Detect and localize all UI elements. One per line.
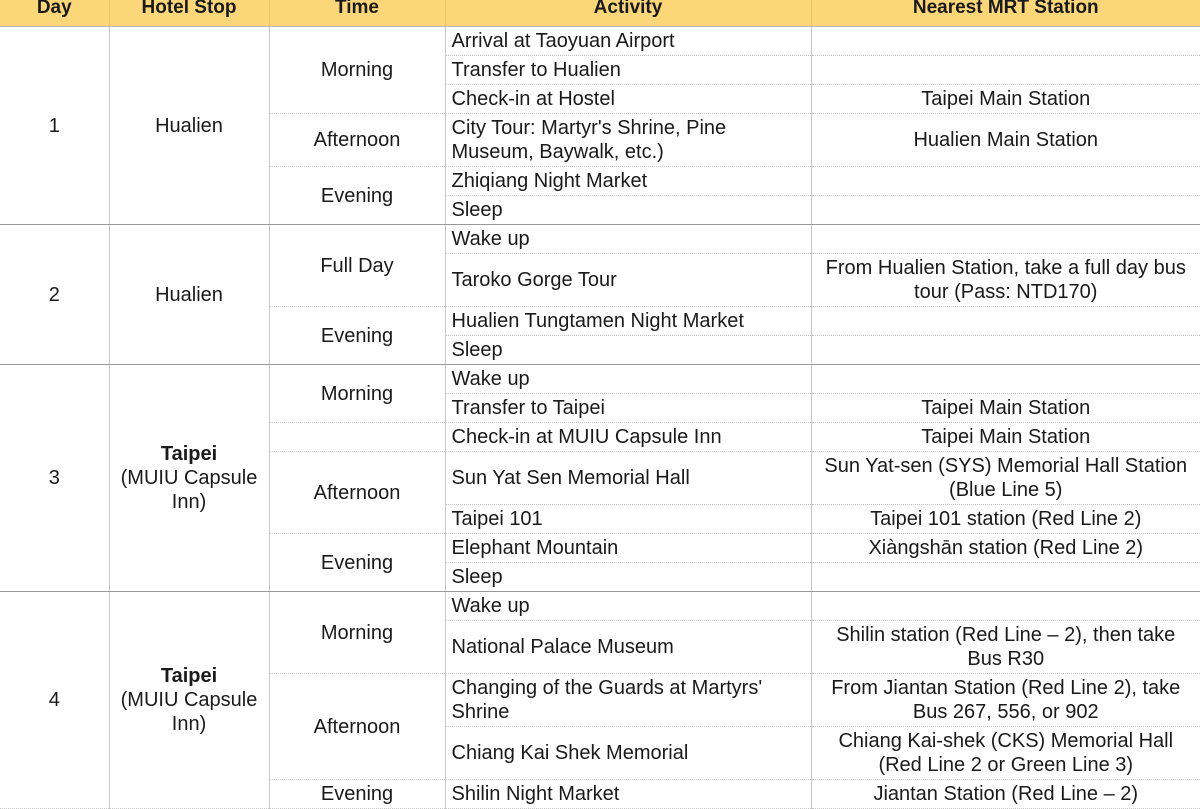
day-number: 3 bbox=[0, 365, 109, 592]
hotel-stop bbox=[109, 27, 269, 225]
activity-cell: Sleep bbox=[445, 563, 811, 592]
activity-cell: City Tour: Martyr's Shrine, Pine Museum, Baywalk, etc.) bbox=[445, 114, 811, 167]
time-slot: Evening bbox=[269, 780, 445, 809]
mrt-cell bbox=[811, 365, 1200, 394]
hotel-detail: (MUIU Capsule Inn) bbox=[120, 467, 258, 513]
activity-cell: Sleep bbox=[445, 196, 811, 225]
day-number: 4 bbox=[0, 592, 109, 809]
hotel-stop bbox=[109, 592, 269, 809]
day-number: 2 bbox=[0, 225, 109, 365]
time-slot: Morning bbox=[269, 27, 445, 114]
activity-cell: Shilin Night Market bbox=[445, 780, 811, 809]
header-hotel-stop: Hotel Stop bbox=[109, 0, 269, 27]
time-slot: Morning bbox=[269, 592, 445, 674]
activity-cell: Wake up bbox=[445, 592, 811, 621]
header-day: Day bbox=[0, 0, 109, 27]
mrt-cell: Jiantan Station (Red Line – 2) bbox=[811, 780, 1200, 809]
mrt-cell bbox=[811, 167, 1200, 196]
mrt-cell: Hualien Main Station bbox=[811, 114, 1200, 167]
activity-cell: Wake up bbox=[445, 225, 811, 254]
activity-cell: Taroko Gorge Tour bbox=[445, 254, 811, 307]
mrt-cell bbox=[811, 196, 1200, 225]
mrt-cell: Taipei Main Station bbox=[811, 85, 1200, 114]
header-activity: Activity bbox=[445, 0, 811, 27]
activity-cell: Wake up bbox=[445, 365, 811, 394]
header-time: Time bbox=[269, 0, 445, 27]
time-slot: Full Day bbox=[269, 225, 445, 307]
activity-cell: Arrival at Taoyuan Airport bbox=[445, 27, 811, 56]
activity-cell: Check-in at MUIU Capsule Inn bbox=[445, 423, 811, 452]
mrt-cell: Sun Yat-sen (SYS) Memorial Hall Station (Blue Line 5) bbox=[811, 452, 1200, 505]
activity-cell: Elephant Mountain bbox=[445, 534, 811, 563]
hotel-name: Taipei bbox=[160, 443, 218, 465]
activity-cell: Sun Yat Sen Memorial Hall bbox=[445, 452, 811, 505]
activity-cell: Transfer to Hualien bbox=[445, 56, 811, 85]
mrt-cell bbox=[811, 336, 1200, 365]
mrt-cell: From Jiantan Station (Red Line 2), take Bus 267, 556, or 902 bbox=[811, 674, 1200, 727]
day-number: 1 bbox=[0, 27, 109, 225]
mrt-cell bbox=[811, 592, 1200, 621]
hotel-name: Hualien bbox=[155, 114, 223, 137]
activity-cell: Check-in at Hostel bbox=[445, 85, 811, 114]
mrt-cell bbox=[811, 563, 1200, 592]
hotel-stop bbox=[109, 365, 269, 592]
time-slot: Evening bbox=[269, 534, 445, 592]
time-slot: Evening bbox=[269, 307, 445, 365]
hotel-name: Taipei bbox=[160, 665, 218, 687]
mrt-cell: Taipei 101 station (Red Line 2) bbox=[811, 505, 1200, 534]
time-slot: Evening bbox=[269, 167, 445, 225]
activity-cell: Sleep bbox=[445, 336, 811, 365]
activity-cell: Taipei 101 bbox=[445, 505, 811, 534]
hotel-stop bbox=[109, 225, 269, 365]
mrt-cell bbox=[811, 225, 1200, 254]
activity-cell: Hualien Tungtamen Night Market bbox=[445, 307, 811, 336]
mrt-cell bbox=[811, 56, 1200, 85]
time-slot: Afternoon bbox=[269, 674, 445, 780]
mrt-cell bbox=[811, 307, 1200, 336]
hotel-name: Hualien bbox=[155, 283, 223, 306]
mrt-cell: Xiàngshān station (Red Line 2) bbox=[811, 534, 1200, 563]
header-row bbox=[0, 0, 1200, 27]
table-row bbox=[0, 365, 1200, 394]
mrt-cell: From Hualien Station, take a full day bus tour (Pass: NTD170) bbox=[811, 254, 1200, 307]
time-slot: Morning bbox=[269, 365, 445, 423]
table-row bbox=[0, 27, 1200, 56]
activity-cell: Zhiqiang Night Market bbox=[445, 167, 811, 196]
mrt-cell: Taipei Main Station bbox=[811, 423, 1200, 452]
activity-cell: Transfer to Taipei bbox=[445, 394, 811, 423]
activity-cell: Chiang Kai Shek Memorial bbox=[445, 727, 811, 780]
time-slot: Afternoon bbox=[269, 452, 445, 534]
mrt-cell: Shilin station (Red Line – 2), then take Bus R30 bbox=[811, 621, 1200, 674]
time-slot: Afternoon bbox=[269, 114, 445, 167]
activity-cell: Changing of the Guards at Martyrs' Shrine bbox=[445, 674, 811, 727]
mrt-cell: Chiang Kai-shek (CKS) Memorial Hall (Red Line 2 or Green Line 3) bbox=[811, 727, 1200, 780]
hotel-detail: (MUIU Capsule Inn) bbox=[120, 689, 258, 735]
header-nearest-mrt-station: Nearest MRT Station bbox=[811, 0, 1200, 27]
mrt-cell: Taipei Main Station bbox=[811, 394, 1200, 423]
time-slot-empty bbox=[269, 423, 445, 452]
table-row bbox=[0, 592, 1200, 621]
table-row bbox=[0, 225, 1200, 254]
activity-cell: National Palace Museum bbox=[445, 621, 811, 674]
mrt-cell bbox=[811, 27, 1200, 56]
